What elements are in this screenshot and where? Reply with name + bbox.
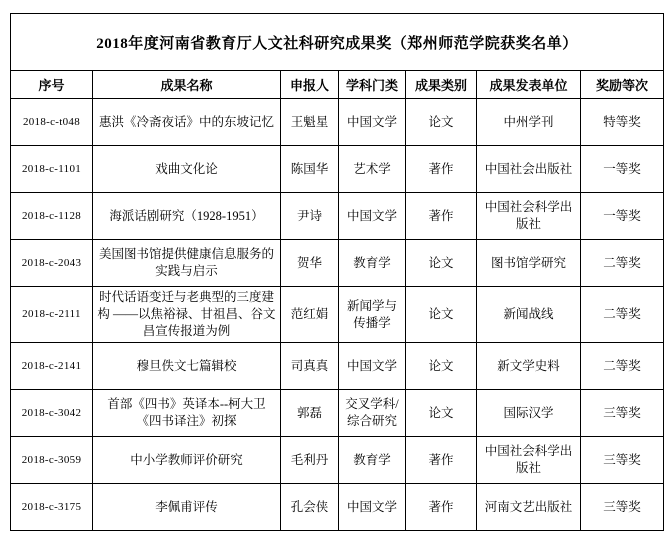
achievement-category: 著作	[406, 193, 477, 240]
table-row	[11, 287, 664, 343]
column-header-index: 序号	[11, 71, 93, 99]
award-level: 二等奖	[581, 287, 664, 343]
publisher: 河南文艺出版社	[477, 484, 581, 531]
award-level: 三等奖	[581, 437, 664, 484]
achievement-category: 著作	[406, 146, 477, 193]
discipline: 中国文学	[339, 99, 406, 146]
row-id: 2018-c-2141	[11, 343, 93, 390]
applicant-name: 尹诗	[281, 193, 339, 240]
publisher: 中州学刊	[477, 99, 581, 146]
column-header-discipline: 学科门类	[339, 71, 406, 99]
discipline: 中国文学	[339, 343, 406, 390]
discipline: 中国文学	[339, 484, 406, 531]
discipline: 交叉学科/综合研究	[339, 390, 406, 437]
discipline: 中国文学	[339, 193, 406, 240]
applicant-name: 王魁星	[281, 99, 339, 146]
achievement-category: 论文	[406, 390, 477, 437]
achievement-name: 时代话语变迁与老典型的三度建构 ——以焦裕禄、甘祖昌、谷文昌宣传报道为例	[93, 287, 281, 343]
award-level: 一等奖	[581, 146, 664, 193]
award-level: 一等奖	[581, 193, 664, 240]
applicant-name: 毛利丹	[281, 437, 339, 484]
publisher: 中国社会科学出版社	[477, 193, 581, 240]
publisher: 国际汉学	[477, 390, 581, 437]
achievement-name: 中小学教师评价研究	[93, 437, 281, 484]
table-row	[11, 437, 664, 484]
applicant-name: 司真真	[281, 343, 339, 390]
table-row	[11, 193, 664, 240]
achievement-name: 海派话剧研究（1928-1951）	[93, 193, 281, 240]
award-level: 二等奖	[581, 240, 664, 287]
table-row	[11, 343, 664, 390]
achievement-category: 论文	[406, 287, 477, 343]
achievement-name: 穆旦佚文七篇辑校	[93, 343, 281, 390]
column-header-category: 成果类别	[406, 71, 477, 99]
applicant-name: 贺华	[281, 240, 339, 287]
table-header-row	[11, 71, 664, 99]
publisher: 新闻战线	[477, 287, 581, 343]
applicant-name: 郭磊	[281, 390, 339, 437]
discipline: 新闻学与传播学	[339, 287, 406, 343]
discipline: 艺术学	[339, 146, 406, 193]
table-row	[11, 99, 664, 146]
achievement-name: 美国图书馆提供健康信息服务的实践与启示	[93, 240, 281, 287]
achievement-category: 论文	[406, 343, 477, 390]
achievement-name: 戏曲文化论	[93, 146, 281, 193]
table-row	[11, 484, 664, 531]
achievement-category: 著作	[406, 437, 477, 484]
achievement-category: 著作	[406, 484, 477, 531]
publisher: 新文学史料	[477, 343, 581, 390]
row-id: 2018-c-3042	[11, 390, 93, 437]
table-row	[11, 390, 664, 437]
column-header-award: 奖励等次	[581, 71, 664, 99]
row-id: 2018-c-1101	[11, 146, 93, 193]
award-results-table	[10, 13, 664, 531]
column-header-publisher: 成果发表单位	[477, 71, 581, 99]
achievement-category: 论文	[406, 240, 477, 287]
row-id: 2018-c-2043	[11, 240, 93, 287]
column-header-applicant: 申报人	[281, 71, 339, 99]
discipline: 教育学	[339, 240, 406, 287]
award-level: 二等奖	[581, 343, 664, 390]
row-id: 2018-c-3175	[11, 484, 93, 531]
award-level: 特等奖	[581, 99, 664, 146]
achievement-category: 论文	[406, 99, 477, 146]
discipline: 教育学	[339, 437, 406, 484]
publisher: 图书馆学研究	[477, 240, 581, 287]
table-row	[11, 240, 664, 287]
publisher: 中国社会科学出版社	[477, 437, 581, 484]
applicant-name: 孔会侠	[281, 484, 339, 531]
award-level: 三等奖	[581, 484, 664, 531]
page-title: 2018年度河南省教育厅人文社科研究成果奖（郑州师范学院获奖名单）	[11, 14, 664, 71]
publisher: 中国社会出版社	[477, 146, 581, 193]
row-id: 2018-c-1128	[11, 193, 93, 240]
row-id: 2018-c-t048	[11, 99, 93, 146]
table-row	[11, 146, 664, 193]
achievement-name: 首部《四书》英译本--柯大卫《四书译注》初探	[93, 390, 281, 437]
applicant-name: 陈国华	[281, 146, 339, 193]
achievement-name: 惠洪《冷斋夜话》中的东坡记忆	[93, 99, 281, 146]
applicant-name: 范红娟	[281, 287, 339, 343]
table-title-row	[11, 14, 664, 71]
column-header-name: 成果名称	[93, 71, 281, 99]
achievement-name: 李佩甫评传	[93, 484, 281, 531]
row-id: 2018-c-3059	[11, 437, 93, 484]
row-id: 2018-c-2111	[11, 287, 93, 343]
award-level: 三等奖	[581, 390, 664, 437]
